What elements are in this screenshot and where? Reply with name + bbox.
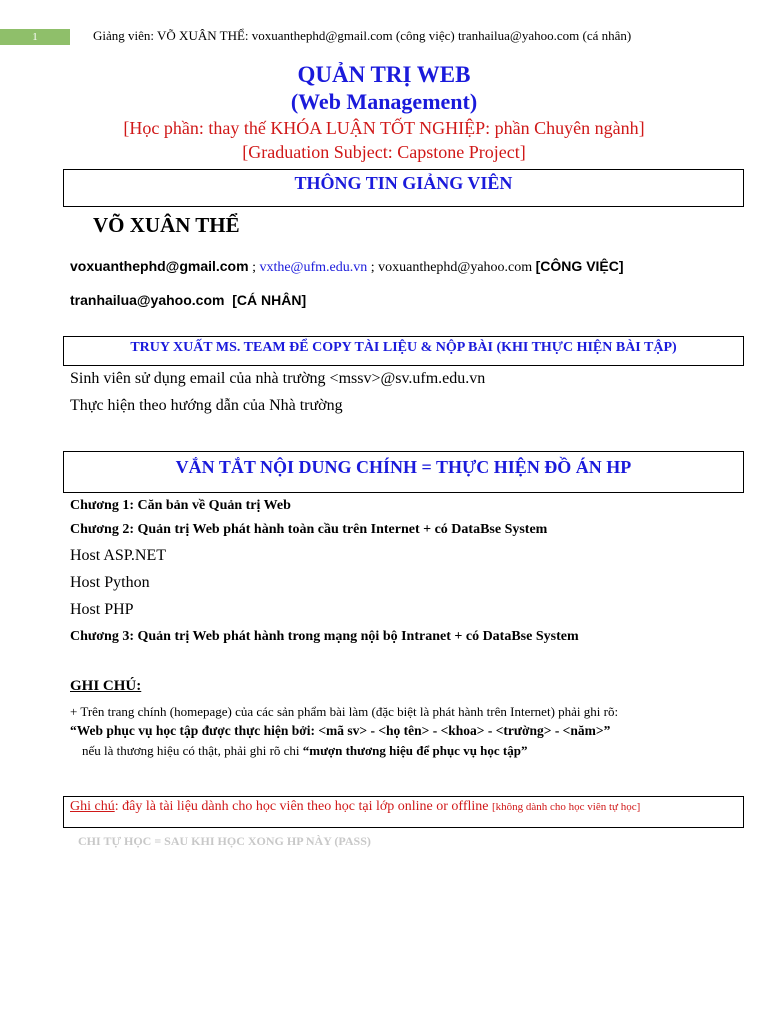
sep1: ; (248, 260, 260, 275)
footer-note-text: : đây là tài liệu dành cho học viên theo học tại lớp online or offline (114, 799, 492, 814)
note-line-3-prefix: nếu là thương hiệu có thật, phải ghi rõ chi (82, 743, 303, 758)
footer-note-small: [không dành cho học viên tự học] (491, 801, 641, 813)
work-email-ufm[interactable]: vxthe@ufm.edu.vn (259, 260, 368, 275)
faded-note: CHI TỰ HỌC = SAU KHI HỌC XONG HP NÀY (PASS) (78, 834, 371, 848)
teams-line-1: Sinh viên sử dụng email của nhà trường <mssv>@sv.ufm.edu.vn (70, 370, 486, 387)
work-tag: [CÔNG VIỆC] (535, 258, 624, 274)
footer-note (64, 797, 743, 815)
personal-email[interactable]: tranhailua@yahoo.com (70, 292, 225, 308)
lecturer-heading-box (63, 169, 744, 207)
footer-note-label: Ghi chú (70, 799, 115, 814)
page-number: 1 (0, 29, 70, 45)
note-heading: GHI CHÚ: (70, 678, 142, 694)
header-lecturer-line: Giảng viên: VÕ XUÂN THỂ: voxuanthephd@gmail.com (công việc) tranhailua@yahoo.com (cá nhân) (93, 28, 632, 43)
teams-line-2: Thực hiện theo hướng dẫn của Nhà trường (70, 397, 343, 414)
note-line-3-bold: “mượn thương hiệu để phục vụ học tập” (302, 743, 528, 758)
page-title: QUẢN TRỊ WEB (297, 62, 471, 87)
content-heading: VẮN TẮT NỘI DUNG CHÍNH = THỰC HIỆN ĐỒ ÁN HP (175, 457, 632, 477)
teams-heading-box (63, 336, 744, 366)
chapter-2: Chương 2: Quản trị Web phát hành toàn cầu trên Internet + có DataBse System (70, 522, 548, 537)
teams-heading: TRUY XUẤT MS. TEAM ĐỂ COPY TÀI LIỆU & NỘP BÀI (KHI THỰC HIỆN BÀI TẬP) (130, 340, 677, 355)
personal-email-line (70, 292, 306, 308)
course-en: [Graduation Subject: Capstone Project] (242, 142, 526, 162)
host-item: Host PHP (70, 601, 134, 618)
note-line-2: “Web phục vụ học tập được thực hiện bởi: <mã sv> - <họ tên> - <khoa> - <trường> - <năm>” (70, 723, 611, 738)
footer-note-box (63, 796, 744, 828)
host-item: Host Python (70, 574, 150, 591)
work-email-line (70, 258, 624, 276)
content-heading-box (63, 451, 744, 493)
host-item: Host ASP.NET (70, 547, 167, 564)
page-subtitle: (Web Management) (290, 89, 478, 114)
work-email-primary[interactable]: voxuanthephd@gmail.com (70, 258, 249, 274)
chapter-3: Chương 3: Quản trị Web phát hành trong mạng nội bộ Intranet + có DataBse System (70, 629, 579, 644)
sep2: ; voxuanthephd@yahoo.com (367, 260, 536, 275)
personal-tag: [CÁ NHÂN] (232, 292, 307, 308)
lecturer-name: VÕ XUÂN THỂ (93, 213, 240, 237)
chapter-1: Chương 1: Căn bản về Quản trị Web (70, 498, 291, 513)
note-line-1: + Trên trang chính (homepage) của các sản phẩm bài làm (đặc biệt là phát hành trên Internet) phải ghi rõ: (70, 704, 619, 719)
course-vi: [Học phần: thay thế KHÓA LUẬN TỐT NGHIỆP: phần Chuyên ngành] (123, 118, 645, 138)
lecturer-heading: THÔNG TIN GIẢNG VIÊN (294, 173, 513, 193)
note-line-3 (82, 743, 528, 759)
